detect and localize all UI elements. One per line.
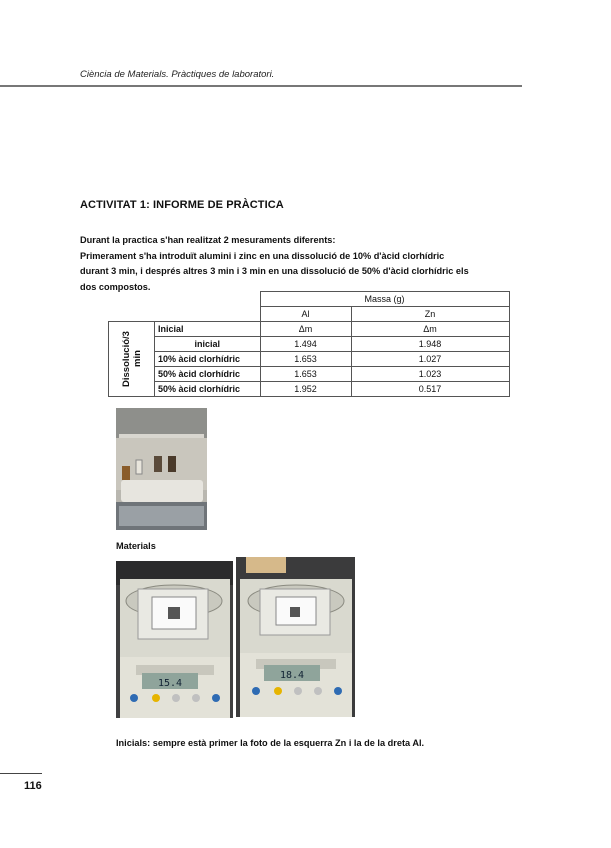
- balance-photo-zn: [116, 561, 233, 718]
- mass-table: [108, 291, 510, 397]
- side-label: Dissolució/3 min: [120, 331, 143, 387]
- initials-caption: Inicials: sempre està primer la foto de la esquerra Zn i la de la dreta Al.: [116, 738, 425, 748]
- paragraph-line: durant 3 min, i després altres 3 min i 3 min en una dissolució de 50% d'àcid clorhídric els: [80, 266, 469, 276]
- cell-al: 1.653: [260, 367, 351, 382]
- running-header: Ciència de Materials. Pràctiques de laboratori.: [80, 69, 275, 80]
- row-label: Inicial: [155, 322, 261, 337]
- side-label-cell: [109, 322, 155, 397]
- materials-photo: [116, 408, 207, 530]
- cell-zn: Δm: [351, 322, 509, 337]
- row-label: 50% àcid clorhídric: [155, 367, 261, 382]
- group-header-mass: Massa (g): [260, 292, 509, 307]
- balance-reading-zn: 15.4: [157, 678, 183, 689]
- footer-divider: [0, 773, 42, 774]
- header-divider: [0, 85, 522, 87]
- row-label: 50% àcid clorhídric: [155, 382, 261, 397]
- cell-al: 1.952: [260, 382, 351, 397]
- cell-zn: 1.027: [351, 352, 509, 367]
- page-number: 116: [24, 780, 42, 792]
- paragraph-line: dos compostos.: [80, 281, 151, 292]
- cell-al: Δm: [260, 322, 351, 337]
- cell-al: 1.494: [260, 337, 351, 352]
- balance-reading-al: 18.4: [279, 670, 305, 681]
- section-title: ACTIVITAT 1: INFORME DE PRÀCTICA: [80, 199, 284, 211]
- col-header-zn: Zn: [351, 307, 509, 322]
- intro-paragraph: [80, 233, 530, 295]
- col-header-al: Al: [260, 307, 351, 322]
- row-label: 10% àcid clorhídric: [155, 352, 261, 367]
- cell-zn: 1.023: [351, 367, 509, 382]
- cell-al: 1.653: [260, 352, 351, 367]
- paragraph-line: Durant la practica s'han realitzat 2 mesuraments diferents:: [80, 235, 336, 245]
- balance-photo-al: [236, 557, 355, 717]
- cell-zn: 0.517: [351, 382, 509, 397]
- paragraph-line: Primerament s'ha introduït alumini i zinc en una dissolució de 10% d'àcid clorhídric: [80, 250, 445, 261]
- materials-caption: Materials: [116, 541, 156, 551]
- row-label: inicial: [155, 337, 261, 352]
- cell-zn: 1.948: [351, 337, 509, 352]
